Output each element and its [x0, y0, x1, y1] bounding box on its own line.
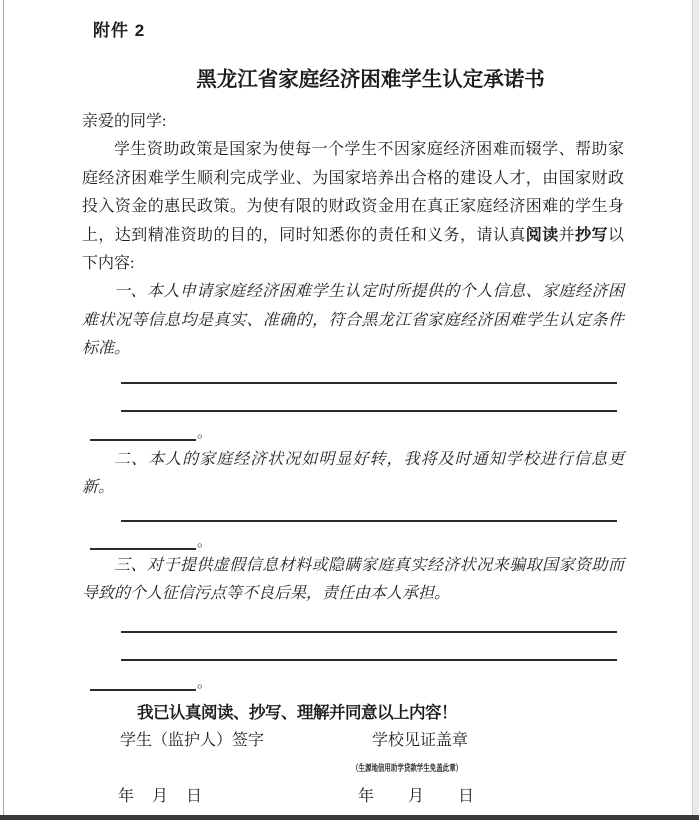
write-blank-short-3	[90, 674, 212, 691]
intro-bold-copy: 抄写	[575, 226, 608, 244]
school-stamp-label: 学校见证盖章	[372, 732, 469, 749]
intro-text-2: 并	[558, 226, 576, 244]
year-label: 年	[358, 788, 375, 805]
body-text-block	[82, 108, 624, 364]
blank-period: 。	[197, 675, 213, 691]
intro-bold-read: 阅读	[525, 226, 559, 244]
student-signature-label: 学生（监护人）签字	[120, 732, 265, 749]
write-blank-line-2	[121, 410, 617, 412]
stamp-exemption-note: （生源地信用助学贷款学生免盖此章）	[352, 763, 463, 773]
day-label: 日	[186, 788, 203, 805]
attachment-label: 附件 2	[93, 21, 146, 40]
page-bottom-edge	[0, 815, 699, 820]
intro-text-1: 学生资助政策是国家为使每一个学生不因家庭经济困难而辍学、帮助家庭经济困难学生顺利完成学业、为国家培养出合格的建设人才，由国家财政投入资金的惠民政策。为使有限的财政资金用在真正家庭经济困难的学生身上，达到精准资助的目的，同时知悉你的责任和义务，请认真	[82, 141, 624, 244]
student-date-line	[118, 783, 220, 806]
write-blank-short-bar	[90, 533, 196, 550]
day-label: 日	[458, 788, 475, 805]
greeting-line: 亲爱的同学:	[82, 113, 167, 130]
write-blank-line-3	[121, 520, 617, 522]
intro-paragraph	[82, 136, 624, 278]
write-blank-line-1	[121, 382, 617, 384]
page-right-edge	[692, 0, 699, 820]
year-label: 年	[118, 788, 135, 805]
write-blank-short-bar	[90, 674, 196, 691]
intro-text-3: 以下内容:	[82, 226, 624, 273]
write-blank-line-4	[121, 631, 617, 633]
month-label: 月	[152, 788, 169, 805]
write-blank-line-5	[121, 659, 617, 661]
month-label: 月	[408, 788, 425, 805]
commitment-item-1: 一、本人申请家庭经济困难学生认定时所提供的个人信息、家庭经济困难状况等信息均是真实、准确的，符合黑龙江省家庭经济困难学生认定条件标准。	[82, 283, 624, 358]
document-title: 黑龙江省家庭经济困难学生认定承诺书	[196, 69, 545, 91]
page-left-edge	[3, 0, 4, 820]
commitment-item-3: 三、对于提供虚假信息材料或隐瞒家庭真实经济状况来骗取国家资助而导致的个人征信污点等不良后果，责任由本人承担。	[82, 557, 624, 603]
commitment-item-2: 二、本人的家庭经济状况如明显好转，我将及时通知学校进行信息更新。	[82, 451, 624, 497]
blank-period: 。	[197, 534, 213, 550]
blank-period: 。	[197, 425, 213, 441]
write-blank-short-bar	[90, 424, 196, 441]
closing-statement: 我已认真阅读、抄写、理解并同意以上内容！	[137, 703, 457, 722]
write-blank-short-2	[90, 533, 212, 550]
school-date-line	[358, 783, 508, 806]
write-blank-short-1	[90, 424, 212, 441]
